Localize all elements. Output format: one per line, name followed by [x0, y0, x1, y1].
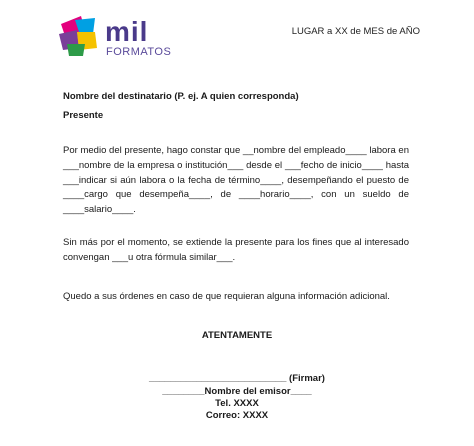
- issuer-email: Correo: XXXX: [205, 410, 269, 421]
- greeting: Presente: [63, 110, 104, 121]
- body-paragraph-1: Por medio del presente, hago constar que __nombre del empleado____ labora en ___nombre de la empresa o institución___ desde el ___fecho de inicio____ hasta ___indicar si aún labora o la fecha de término____, desempeñando el puesto de ____cargo que desempeña____, de ____horario____, con un sueldo de ____salario____.: [63, 145, 409, 216]
- recipient-line: Nombre del destinatario (P. ej. A quien corresponda): [63, 91, 299, 102]
- logo-mark-icon: [55, 14, 103, 58]
- body-paragraph-2: Sin más por el momento, se extiende la presente para los fines que al interesado convengan ___u otra fórmula similar___.: [63, 237, 409, 263]
- logo-wordmark: mil: [105, 16, 149, 47]
- brand-logo: [55, 14, 205, 64]
- body-paragraph-3: Quedo a sus órdenes en caso de que requieran alguna información adicional.: [63, 291, 390, 302]
- issuer-phone: Tel. XXXX: [215, 398, 259, 409]
- logo-shape-green: [67, 44, 85, 56]
- closing-salutation: ATENTAMENTE: [201, 330, 273, 341]
- issuer-name: ________Nombre del emisor____: [162, 386, 312, 397]
- place-and-date: LUGAR a XX de MES de AÑO: [291, 26, 420, 37]
- logo-subtitle: FORMATOS: [106, 46, 172, 58]
- signature-line: __________________________ (Firmar): [149, 373, 325, 384]
